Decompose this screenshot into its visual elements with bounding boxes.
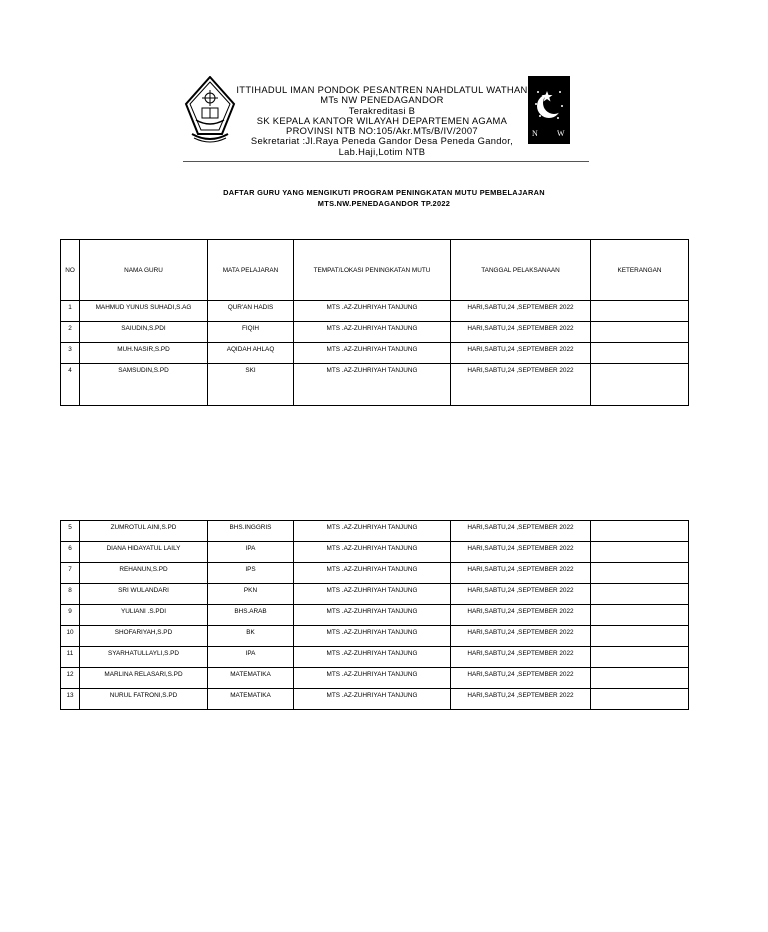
- cell-mata-pelajaran: BK: [208, 626, 294, 647]
- table-row: [61, 322, 689, 343]
- document-title: [0, 187, 768, 209]
- nw-logo: [528, 76, 570, 144]
- cell-nama-guru: NURUL FATRONI,S.PD: [80, 689, 208, 710]
- table-row: [61, 343, 689, 364]
- cell-tanggal: HARI,SABTU,24 ,SEPTEMBER 2022: [451, 647, 591, 668]
- cell-mata-pelajaran: QUR'AN HADIS: [208, 301, 294, 322]
- table-row: [61, 301, 689, 322]
- cell-tanggal: HARI,SABTU,24 ,SEPTEMBER 2022: [451, 626, 591, 647]
- cell-tanggal: HARI,SABTU,24 ,SEPTEMBER 2022: [451, 689, 591, 710]
- cell-nama-guru: MARLINA RELASARI,S.PD: [80, 668, 208, 689]
- cell-keterangan: [591, 322, 689, 343]
- cell-no: 3: [61, 343, 80, 364]
- cell-no: 5: [61, 521, 80, 542]
- cell-keterangan: [591, 689, 689, 710]
- table-row: [61, 584, 689, 605]
- cell-tempat-lokasi: MTS .AZ-ZUHRIYAH TANJUNG: [294, 626, 451, 647]
- table-row: [61, 647, 689, 668]
- cell-keterangan: [591, 563, 689, 584]
- header-tempat-lokasi: TEMPAT/LOKASI PENINGKATAN MUTU: [294, 240, 451, 301]
- table-row: [61, 563, 689, 584]
- cell-tempat-lokasi: MTS .AZ-ZUHRIYAH TANJUNG: [294, 563, 451, 584]
- table-row: [61, 605, 689, 626]
- cell-nama-guru: SYARHATULLAYLI,S.PD: [80, 647, 208, 668]
- cell-mata-pelajaran: IPS: [208, 563, 294, 584]
- cell-tanggal: HARI,SABTU,24 ,SEPTEMBER 2022: [451, 322, 591, 343]
- cell-nama-guru: SAMSUDIN,S.PD: [80, 364, 208, 406]
- cell-tanggal: HARI,SABTU,24 ,SEPTEMBER 2022: [451, 521, 591, 542]
- cell-no: 7: [61, 563, 80, 584]
- cell-mata-pelajaran: PKN: [208, 584, 294, 605]
- cell-mata-pelajaran: MATEMATIKA: [208, 689, 294, 710]
- table-row: [61, 364, 689, 406]
- ministry-seal-logo: [184, 76, 236, 146]
- cell-keterangan: [591, 542, 689, 563]
- cell-nama-guru: SRI WULANDARI: [80, 584, 208, 605]
- nw-logo-letter-w: W: [557, 129, 565, 138]
- cell-keterangan: [591, 605, 689, 626]
- cell-no: 12: [61, 668, 80, 689]
- cell-mata-pelajaran: IPA: [208, 647, 294, 668]
- cell-keterangan: [591, 584, 689, 605]
- cell-mata-pelajaran: BHS.INGGRIS: [208, 521, 294, 542]
- teacher-table-part-2: [60, 520, 689, 710]
- cell-nama-guru: MAHMUD YUNUS SUHADI,S.AG: [80, 301, 208, 322]
- header-mata-pelajaran: MATA PELAJARAN: [208, 240, 294, 301]
- cell-tanggal: HARI,SABTU,24 ,SEPTEMBER 2022: [451, 542, 591, 563]
- cell-tempat-lokasi: MTS .AZ-ZUHRIYAH TANJUNG: [294, 647, 451, 668]
- cell-nama-guru: SHOFARIYAH,S.PD: [80, 626, 208, 647]
- cell-tanggal: HARI,SABTU,24 ,SEPTEMBER 2022: [451, 301, 591, 322]
- cell-no: 1: [61, 301, 80, 322]
- cell-nama-guru: DIANA HIDAYATUL LAILY: [80, 542, 208, 563]
- cell-tanggal: HARI,SABTU,24 ,SEPTEMBER 2022: [451, 584, 591, 605]
- header-line-3: Terakreditasi B: [348, 104, 416, 116]
- header-keterangan: KETERANGAN: [591, 240, 689, 301]
- header-line-5: PROVINSI NTB NO:105/Akr.MTs/B/IV/2007: [286, 125, 478, 137]
- cell-no: 4: [61, 364, 80, 406]
- cell-tempat-lokasi: MTS .AZ-ZUHRIYAH TANJUNG: [294, 584, 451, 605]
- cell-tempat-lokasi: MTS .AZ-ZUHRIYAH TANJUNG: [294, 322, 451, 343]
- table-row: [61, 689, 689, 710]
- cell-no: 9: [61, 605, 80, 626]
- title-line-1: DAFTAR GURU YANG MENGIKUTI PROGRAM PENINGKATAN MUTU PEMBELAJARAN: [223, 188, 545, 197]
- cell-keterangan: [591, 364, 689, 406]
- table-header-row: [61, 240, 689, 301]
- table-row: [61, 521, 689, 542]
- header-line-6: Sekretariat :Jl.Raya Peneda Gandor Desa Peneda Gandor,: [250, 135, 514, 147]
- cell-no: 13: [61, 689, 80, 710]
- cell-nama-guru: REHANUN,S.PD: [80, 563, 208, 584]
- cell-mata-pelajaran: AQIDAH AHLAQ: [208, 343, 294, 364]
- cell-nama-guru: SAIUDIN,S.PDI: [80, 322, 208, 343]
- cell-tempat-lokasi: MTS .AZ-ZUHRIYAH TANJUNG: [294, 364, 451, 406]
- table-row: [61, 626, 689, 647]
- cell-keterangan: [591, 647, 689, 668]
- letterhead: [236, 85, 528, 157]
- header-no: NO: [61, 240, 80, 301]
- cell-tempat-lokasi: MTS .AZ-ZUHRIYAH TANJUNG: [294, 689, 451, 710]
- table-row: [61, 542, 689, 563]
- cell-tempat-lokasi: MTS .AZ-ZUHRIYAH TANJUNG: [294, 605, 451, 626]
- cell-tanggal: HARI,SABTU,24 ,SEPTEMBER 2022: [451, 605, 591, 626]
- cell-mata-pelajaran: MATEMATIKA: [208, 668, 294, 689]
- cell-nama-guru: MUH.NASIR,S.PD: [80, 343, 208, 364]
- cell-mata-pelajaran: IPA: [208, 542, 294, 563]
- cell-keterangan: [591, 521, 689, 542]
- cell-tempat-lokasi: MTS .AZ-ZUHRIYAH TANJUNG: [294, 343, 451, 364]
- cell-mata-pelajaran: SKI: [208, 364, 294, 406]
- cell-mata-pelajaran: FIQIH: [208, 322, 294, 343]
- header-nama-guru: NAMA GURU: [80, 240, 208, 301]
- cell-tanggal: HARI,SABTU,24 ,SEPTEMBER 2022: [451, 668, 591, 689]
- cell-nama-guru: YULIANI .S.PDI: [80, 605, 208, 626]
- cell-keterangan: [591, 626, 689, 647]
- header-line-1: ITTIHADUL IMAN PONDOK PESANTREN NAHDLATUL WATHAN: [236, 84, 528, 95]
- header-line-2: MTs NW PENEDAGANDOR: [320, 94, 444, 106]
- cell-tempat-lokasi: MTS .AZ-ZUHRIYAH TANJUNG: [294, 668, 451, 689]
- cell-no: 11: [61, 647, 80, 668]
- cell-no: 2: [61, 322, 80, 343]
- header-line-7: Lab.Haji,Lotim NTB: [338, 145, 426, 157]
- cell-keterangan: [591, 668, 689, 689]
- cell-tanggal: HARI,SABTU,24 ,SEPTEMBER 2022: [451, 563, 591, 584]
- cell-no: 6: [61, 542, 80, 563]
- table-row: [61, 668, 689, 689]
- cell-nama-guru: ZUMROTUL AINI,S.PD: [80, 521, 208, 542]
- header-line-4: SK KEPALA KANTOR WILAYAH DEPARTEMEN AGAMA: [256, 114, 508, 126]
- cell-tanggal: HARI,SABTU,24 ,SEPTEMBER 2022: [451, 343, 591, 364]
- cell-keterangan: [591, 343, 689, 364]
- nw-logo-letter-n: N: [532, 129, 538, 138]
- cell-tempat-lokasi: MTS .AZ-ZUHRIYAH TANJUNG: [294, 521, 451, 542]
- cell-no: 8: [61, 584, 80, 605]
- cell-mata-pelajaran: BHS.ARAB: [208, 605, 294, 626]
- cell-tanggal: HARI,SABTU,24 ,SEPTEMBER 2022: [451, 364, 591, 406]
- teacher-table-part-1: [60, 239, 689, 406]
- cell-tempat-lokasi: MTS .AZ-ZUHRIYAH TANJUNG: [294, 301, 451, 322]
- cell-keterangan: [591, 301, 689, 322]
- title-line-2: MTS.NW.PENEDAGANDOR TP.2022: [317, 199, 451, 208]
- cell-no: 10: [61, 626, 80, 647]
- cell-tempat-lokasi: MTS .AZ-ZUHRIYAH TANJUNG: [294, 542, 451, 563]
- header-tanggal: TANGGAL PELAKSANAAN: [451, 240, 591, 301]
- header-divider: [183, 161, 589, 162]
